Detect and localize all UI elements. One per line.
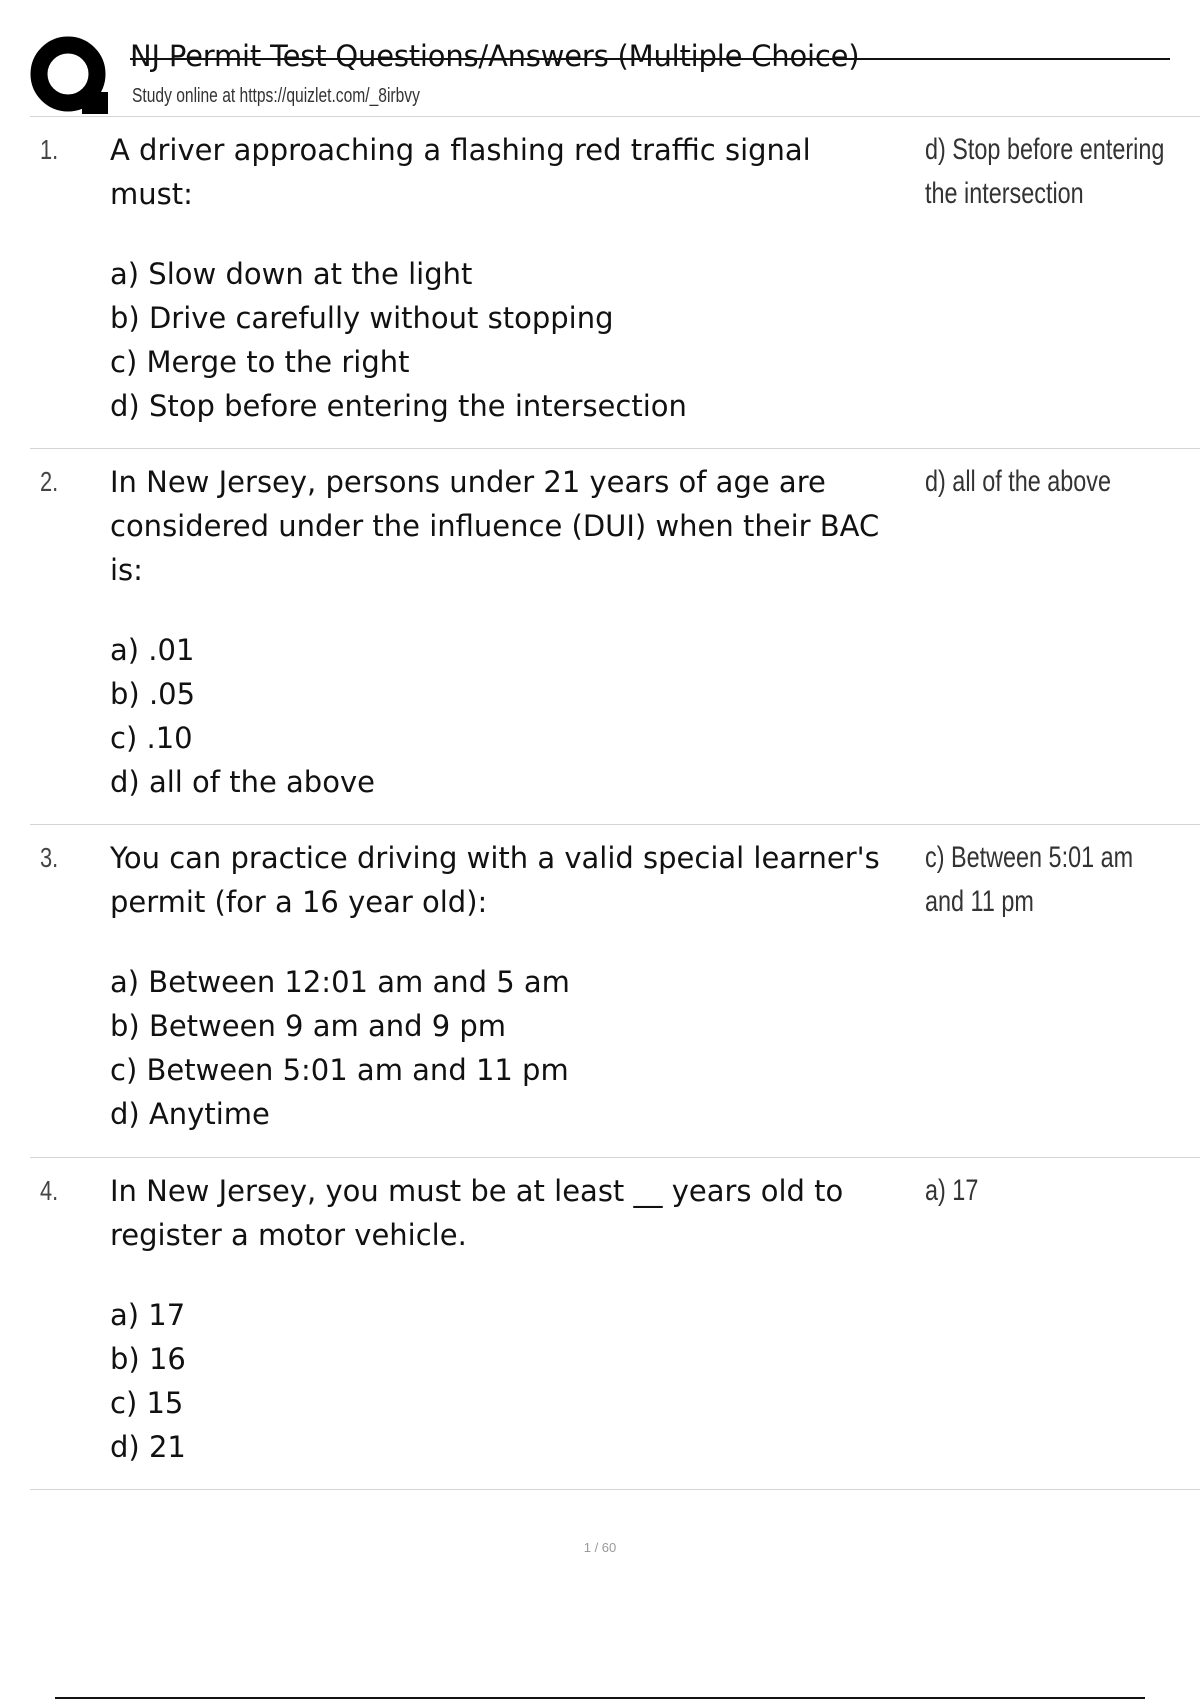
- answer-text: c) Between 5:01 am and 11 pm: [925, 841, 1134, 918]
- answer-text: d) Stop before entering the intersection: [925, 133, 1165, 210]
- question-divider: [30, 1489, 1200, 1490]
- question-options: [110, 628, 940, 804]
- option-item: c) Merge to the right: [110, 345, 410, 379]
- page-header: [30, 32, 1200, 116]
- document-title: NJ Permit Test Questions/Answers (Multiple Choice): [130, 39, 860, 73]
- header-divider: [30, 116, 1200, 117]
- question-options: [110, 960, 940, 1136]
- question-options: [110, 252, 940, 428]
- question-number: 4.: [40, 1175, 59, 1206]
- option-item: b) Drive carefully without stopping: [110, 301, 614, 335]
- question-text: In New Jersey, persons under 21 years of age are considered under the influence (DUI) when their BAC is:: [110, 465, 880, 587]
- footer-divider: [55, 1697, 1145, 1699]
- option-item: d) Anytime: [110, 1097, 270, 1131]
- option-item: a) Between 12:01 am and 5 am: [110, 965, 570, 999]
- option-item: d) 21: [110, 1430, 186, 1464]
- option-item: d) Stop before entering the intersection: [110, 389, 687, 423]
- question-item: [30, 128, 1200, 428]
- question-number: 1.: [40, 134, 59, 165]
- question-text: A driver approaching a flashing red traffic signal must:: [110, 133, 811, 211]
- question-text: You can practice driving with a valid special learner's permit (for a 16 year old):: [110, 841, 880, 919]
- answer-text: d) all of the above: [925, 465, 1112, 498]
- question-item: [30, 460, 1200, 805]
- question-item: [30, 1169, 1200, 1469]
- question-number: 3.: [40, 842, 59, 873]
- answer-text: a) 17: [925, 1174, 979, 1207]
- option-item: a) 17: [110, 1298, 186, 1332]
- question-item: [30, 836, 1200, 1136]
- option-item: a) .01: [110, 633, 195, 667]
- page-number: 1 / 60: [583, 1540, 617, 1555]
- option-item: b) 16: [110, 1342, 186, 1376]
- study-online-link[interactable]: Study online at https://quizlet.com/_8irbvy: [132, 85, 420, 107]
- option-item: b) Between 9 am and 9 pm: [110, 1009, 507, 1043]
- option-item: c) .10: [110, 721, 193, 755]
- option-item: b) .05: [110, 677, 196, 711]
- question-divider: [30, 824, 1200, 825]
- option-item: c) 15: [110, 1386, 184, 1420]
- option-item: a) Slow down at the light: [110, 257, 473, 291]
- question-number: 2.: [40, 466, 59, 497]
- question-divider: [30, 1157, 1200, 1158]
- question-divider: [30, 448, 1200, 449]
- question-text: In New Jersey, you must be at least __ years old to register a motor vehicle.: [110, 1174, 844, 1252]
- option-item: d) all of the above: [110, 765, 375, 799]
- question-options: [110, 1293, 940, 1469]
- quizlet-logo-icon: [30, 36, 110, 116]
- option-item: c) Between 5:01 am and 11 pm: [110, 1053, 569, 1087]
